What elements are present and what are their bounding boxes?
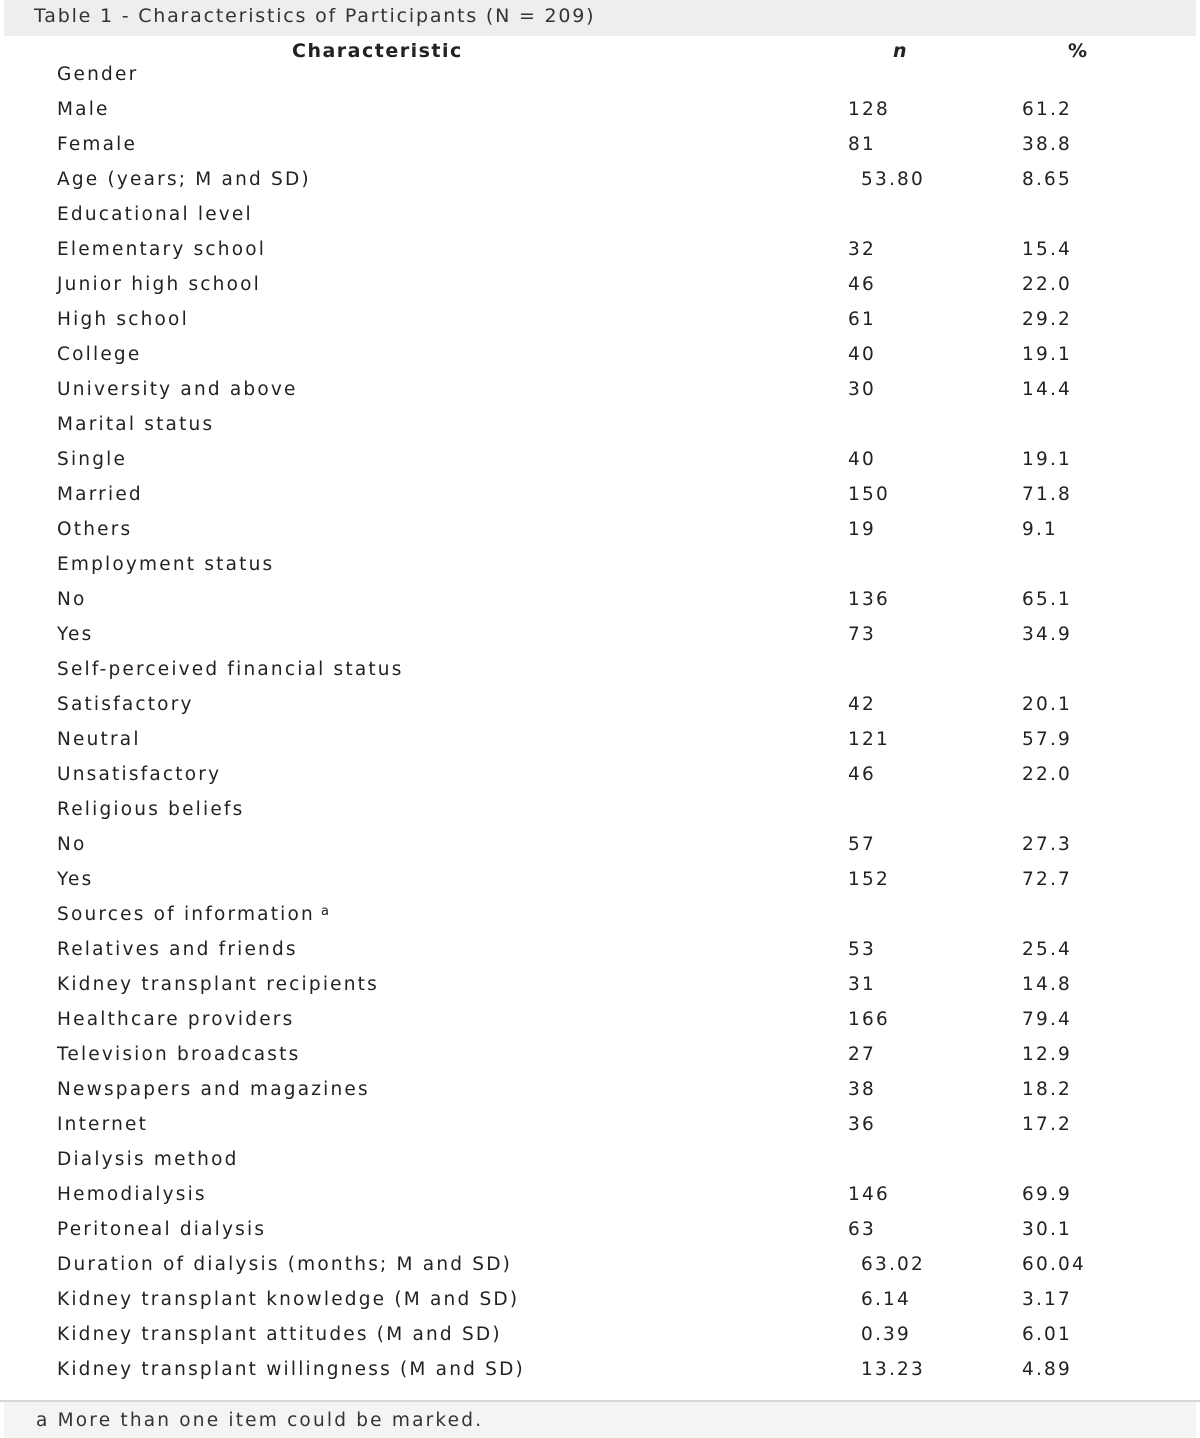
table-row: [0, 235, 1200, 270]
row-n: 36: [848, 1114, 876, 1135]
row-percent: 20.1: [1022, 694, 1072, 715]
row-label: Kidney transplant recipients: [57, 974, 379, 995]
row-percent: 22.0: [1022, 274, 1072, 295]
row-label: Relatives and friends: [57, 939, 298, 960]
row-n: 136: [848, 589, 890, 610]
row-percent: 61.2: [1022, 99, 1072, 120]
row-label: Male: [57, 99, 110, 120]
row-n: 32: [848, 239, 876, 260]
footnote-marker: a: [320, 904, 332, 919]
table-row: [0, 270, 1200, 305]
table-row: [0, 1110, 1200, 1145]
row-label-wrap: [57, 904, 331, 925]
row-label: No: [57, 834, 87, 855]
row-n: 38: [848, 1079, 876, 1100]
row-percent: 27.3: [1022, 834, 1072, 855]
row-n: 81: [848, 134, 876, 155]
footnote: a More than one item could be marked.: [36, 1410, 484, 1431]
table-row: [0, 515, 1200, 550]
row-label: Gender: [57, 64, 139, 85]
row-n: 53: [848, 939, 876, 960]
row-label: Peritoneal dialysis: [57, 1219, 267, 1240]
row-percent: 71.8: [1022, 484, 1072, 505]
header-characteristic: Characteristic: [292, 40, 463, 62]
row-n: 63: [848, 1219, 876, 1240]
table-row: [0, 655, 1200, 690]
row-n: 6.14: [861, 1289, 911, 1310]
table-row: [0, 340, 1200, 375]
row-percent: 29.2: [1022, 309, 1072, 330]
row-label: Unsatisfactory: [57, 764, 222, 785]
row-percent: 9.1: [1022, 519, 1059, 540]
row-n: 73: [848, 624, 876, 645]
table-row: [0, 760, 1200, 795]
table-row: [0, 725, 1200, 760]
row-label: Dialysis method: [57, 1149, 239, 1170]
row-label: Television broadcasts: [57, 1044, 301, 1065]
footnote-bar: [4, 1402, 1196, 1438]
row-n: 0.39: [861, 1324, 911, 1345]
row-percent: 60.04: [1022, 1254, 1086, 1275]
row-label: Single: [57, 449, 128, 470]
table-row: [0, 130, 1200, 165]
row-percent: 30.1: [1022, 1219, 1072, 1240]
table-row: [0, 1040, 1200, 1075]
row-label: College: [57, 344, 142, 365]
row-percent: 8.65: [1022, 169, 1072, 190]
row-n: 152: [848, 869, 890, 890]
row-label: Kidney transplant attitudes (M and SD): [57, 1324, 502, 1345]
table-row: [0, 445, 1200, 480]
row-n: 63.02: [861, 1254, 925, 1275]
row-percent: 19.1: [1022, 449, 1072, 470]
row-label: Age (years; M and SD): [57, 169, 311, 190]
row-percent: 6.01: [1022, 1324, 1072, 1345]
row-percent: 38.8: [1022, 134, 1072, 155]
row-percent: 14.8: [1022, 974, 1072, 995]
table-row: [0, 410, 1200, 445]
table-row: [0, 690, 1200, 725]
row-n: 31: [848, 974, 876, 995]
row-n: 40: [848, 344, 876, 365]
row-label: Kidney transplant knowledge (M and SD): [57, 1289, 520, 1310]
table-row: [0, 620, 1200, 655]
row-percent: 4.89: [1022, 1359, 1072, 1380]
table-row: [0, 1285, 1200, 1320]
row-label: Marital status: [57, 414, 215, 435]
row-n: 46: [848, 274, 876, 295]
row-n: 53.80: [861, 169, 925, 190]
row-label: Junior high school: [57, 274, 261, 295]
header-n: n: [893, 40, 909, 62]
row-percent: 72.7: [1022, 869, 1072, 890]
row-label: Duration of dialysis (months; M and SD): [57, 1254, 513, 1275]
row-percent: 3.17: [1022, 1289, 1072, 1310]
row-label: High school: [57, 309, 189, 330]
row-label: No: [57, 589, 87, 610]
row-label: Neutral: [57, 729, 141, 750]
row-percent: 69.9: [1022, 1184, 1072, 1205]
row-n: 146: [848, 1184, 890, 1205]
table-row: [0, 165, 1200, 200]
table-row: [0, 1215, 1200, 1250]
table-row: [0, 1250, 1200, 1285]
row-label: Satisfactory: [57, 694, 194, 715]
table-row: [0, 1180, 1200, 1215]
table-row: [0, 1320, 1200, 1355]
table-row: [0, 305, 1200, 340]
row-label: Self-perceived financial status: [57, 659, 404, 680]
table-row: [0, 1355, 1200, 1390]
table-row: [0, 1005, 1200, 1040]
row-label: University and above: [57, 379, 298, 400]
table-row: [0, 200, 1200, 235]
row-n: 42: [848, 694, 876, 715]
table-row: [0, 795, 1200, 830]
row-label: Others: [57, 519, 133, 540]
row-percent: 25.4: [1022, 939, 1072, 960]
row-n: 128: [848, 99, 890, 120]
row-n: 166: [848, 1009, 890, 1030]
row-n: 13.23: [861, 1359, 925, 1380]
table-row: [0, 970, 1200, 1005]
row-percent: 12.9: [1022, 1044, 1072, 1065]
row-label: Educational level: [57, 204, 253, 225]
row-label: Yes: [57, 869, 94, 890]
header-percent: %: [1068, 40, 1089, 62]
row-n: 27: [848, 1044, 876, 1065]
row-percent: 17.2: [1022, 1114, 1072, 1135]
row-label: Healthcare providers: [57, 1009, 295, 1030]
row-percent: 79.4: [1022, 1009, 1072, 1030]
row-n: 150: [848, 484, 890, 505]
row-label: Internet: [57, 1114, 149, 1135]
table-row: [0, 900, 1200, 935]
row-percent: 18.2: [1022, 1079, 1072, 1100]
row-n: 57: [848, 834, 876, 855]
row-n: 61: [848, 309, 876, 330]
row-label: Hemodialysis: [57, 1184, 207, 1205]
table-row: [0, 550, 1200, 585]
row-n: 19: [848, 519, 876, 540]
table-title-bar: [4, 0, 1196, 36]
row-label: Yes: [57, 624, 94, 645]
table-row: [0, 585, 1200, 620]
row-percent: 14.4: [1022, 379, 1072, 400]
row-percent: 15.4: [1022, 239, 1072, 260]
table-row: [0, 1075, 1200, 1110]
row-label: Sources of information: [57, 904, 315, 925]
table-row: [0, 830, 1200, 865]
table-row: [0, 480, 1200, 515]
table-row: [0, 375, 1200, 410]
row-label: Married: [57, 484, 143, 505]
row-label: Religious beliefs: [57, 799, 245, 820]
row-percent: 19.1: [1022, 344, 1072, 365]
row-label: Elementary school: [57, 239, 267, 260]
row-label: Employment status: [57, 554, 275, 575]
table-row: [0, 935, 1200, 970]
row-percent: 57.9: [1022, 729, 1072, 750]
row-percent: 65.1: [1022, 589, 1072, 610]
row-n: 121: [848, 729, 890, 750]
row-label: Female: [57, 134, 138, 155]
row-percent: 34.9: [1022, 624, 1072, 645]
row-label: Newspapers and magazines: [57, 1079, 370, 1100]
row-label: Kidney transplant willingness (M and SD): [57, 1359, 525, 1380]
table-row: [0, 95, 1200, 130]
row-n: 30: [848, 379, 876, 400]
table-row: [0, 1145, 1200, 1180]
row-n: 46: [848, 764, 876, 785]
row-n: 40: [848, 449, 876, 470]
table-row: [0, 60, 1200, 95]
table-row: [0, 865, 1200, 900]
table-title: Table 1 - Characteristics of Participants (N = 209): [34, 5, 596, 27]
row-percent: 22.0: [1022, 764, 1072, 785]
